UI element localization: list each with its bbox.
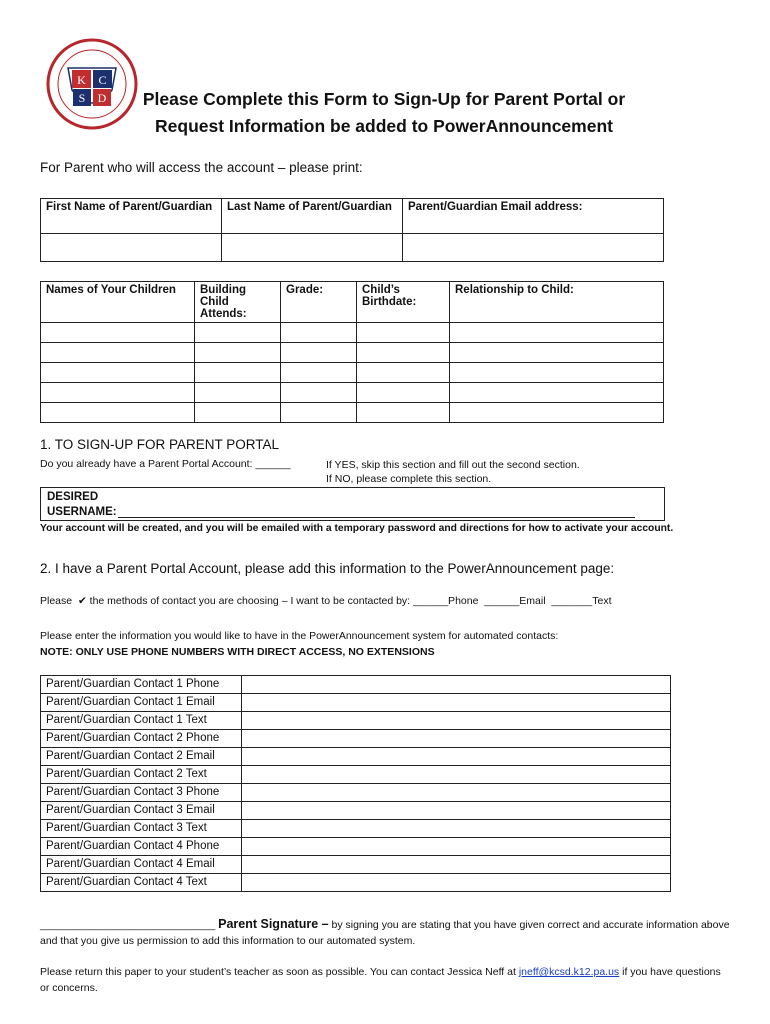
building-cell[interactable] bbox=[195, 403, 281, 423]
contact-value-field[interactable] bbox=[242, 748, 671, 766]
child-name-cell[interactable] bbox=[41, 343, 195, 363]
desired-label: DESIRED bbox=[47, 491, 99, 503]
table-row bbox=[41, 838, 671, 856]
contact-label: Parent/Guardian Contact 2 Email bbox=[41, 748, 242, 766]
contact-label: Parent/Guardian Contact 1 Text bbox=[41, 712, 242, 730]
section1-heading: 1. TO SIGN-UP FOR PARENT PORTAL bbox=[40, 437, 280, 452]
if-no-text: If NO, please complete this section. bbox=[326, 473, 492, 485]
table-row bbox=[41, 363, 664, 383]
birthdate-cell[interactable] bbox=[357, 343, 450, 363]
contact-value-field[interactable] bbox=[242, 802, 671, 820]
building-header: Building Child Attends: bbox=[195, 282, 281, 323]
grade-cell[interactable] bbox=[281, 343, 357, 363]
contact-label: Parent/Guardian Contact 2 Text bbox=[41, 766, 242, 784]
contact-value-field[interactable] bbox=[242, 784, 671, 802]
return-note-text: Please return this paper to your student’s teacher as soon as possible. You can contact Jessica Neff at bbox=[40, 966, 519, 978]
children-table bbox=[40, 281, 664, 423]
contact-value-field[interactable] bbox=[242, 676, 671, 694]
return-note bbox=[40, 964, 730, 996]
relationship-cell[interactable] bbox=[450, 343, 664, 363]
logo-letter-k: K bbox=[77, 73, 86, 87]
last-name-field[interactable] bbox=[222, 234, 403, 262]
phone-note: NOTE: ONLY USE PHONE NUMBERS WITH DIRECT ACCESS, NO EXTENSIONS bbox=[40, 646, 435, 658]
contact-value-field[interactable] bbox=[242, 694, 671, 712]
relationship-cell[interactable] bbox=[450, 323, 664, 343]
building-cell[interactable] bbox=[195, 323, 281, 343]
birthdate-cell[interactable] bbox=[357, 383, 450, 403]
if-yes-text: If YES, skip this section and fill out the second section. bbox=[326, 459, 580, 471]
enter-info-text: Please enter the information you would like to have in the PowerAnnouncement system for automated contacts: bbox=[40, 630, 559, 642]
grade-cell[interactable] bbox=[281, 383, 357, 403]
title-line-2: Request Information be added to PowerAnnouncement bbox=[155, 116, 613, 136]
table-row bbox=[41, 766, 671, 784]
table-row bbox=[41, 323, 664, 343]
contact-label: Parent/Guardian Contact 1 Email bbox=[41, 694, 242, 712]
table-row bbox=[41, 784, 671, 802]
username-input-line[interactable] bbox=[118, 517, 635, 518]
account-created-note: Your account will be created, and you will be emailed with a temporary password and directions for how to activate your account. bbox=[40, 523, 674, 534]
table-row bbox=[41, 748, 671, 766]
title-line-1: Please Complete this Form to Sign-Up for Parent Portal or bbox=[142, 89, 626, 109]
table-row bbox=[41, 383, 664, 403]
username-label bbox=[47, 490, 117, 520]
birthdate-cell[interactable] bbox=[357, 403, 450, 423]
contact-label: Parent/Guardian Contact 4 Email bbox=[41, 856, 242, 874]
table-row bbox=[41, 676, 671, 694]
contact-label: Parent/Guardian Contact 1 Phone bbox=[41, 676, 242, 694]
relationship-cell[interactable] bbox=[450, 363, 664, 383]
yes-no-instructions bbox=[326, 458, 580, 486]
district-logo bbox=[46, 38, 138, 130]
email-field[interactable] bbox=[403, 234, 664, 262]
grade-cell[interactable] bbox=[281, 403, 357, 423]
child-name-cell[interactable] bbox=[41, 323, 195, 343]
parent-info-table bbox=[40, 198, 664, 262]
table-row bbox=[41, 874, 671, 892]
children-names-header: Names of Your Children bbox=[41, 282, 195, 323]
table-row bbox=[41, 403, 664, 423]
username-box[interactable] bbox=[40, 487, 665, 521]
child-name-cell[interactable] bbox=[41, 383, 195, 403]
contacts-table bbox=[40, 675, 671, 892]
contact-value-field[interactable] bbox=[242, 820, 671, 838]
contact-value-field[interactable] bbox=[242, 730, 671, 748]
contact-label: Parent/Guardian Contact 4 Text bbox=[41, 874, 242, 892]
return-note-end: if you have questions or concerns. bbox=[40, 966, 721, 994]
table-row bbox=[41, 802, 671, 820]
last-name-header: Last Name of Parent/Guardian bbox=[222, 199, 403, 234]
building-cell[interactable] bbox=[195, 343, 281, 363]
contact-label: Parent/Guardian Contact 4 Phone bbox=[41, 838, 242, 856]
grade-cell[interactable] bbox=[281, 363, 357, 383]
signature-label: Parent Signature – bbox=[218, 917, 329, 931]
signature-block bbox=[40, 916, 740, 949]
logo-letter-s: S bbox=[78, 91, 86, 105]
contact-label: Parent/Guardian Contact 3 Text bbox=[41, 820, 242, 838]
contact-methods-line[interactable]: Please ✔ the methods of contact you are choosing – I want to be contacted by: ______Phone ______Email _______Text bbox=[40, 595, 612, 607]
child-name-cell[interactable] bbox=[41, 363, 195, 383]
page-title bbox=[130, 86, 638, 140]
contact-label: Parent/Guardian Contact 2 Phone bbox=[41, 730, 242, 748]
table-row bbox=[41, 343, 664, 363]
table-row bbox=[41, 730, 671, 748]
relationship-cell[interactable] bbox=[450, 403, 664, 423]
username-text: USERNAME: bbox=[47, 506, 117, 518]
signature-text: by signing you are stating that you have given correct and accurate information above and that you give us permission to add this information to our automated system. bbox=[40, 919, 730, 947]
table-row bbox=[41, 712, 671, 730]
table-row bbox=[41, 694, 671, 712]
relationship-cell[interactable] bbox=[450, 383, 664, 403]
grade-header: Grade: bbox=[281, 282, 357, 323]
signature-line[interactable]: ______________________________ bbox=[40, 919, 216, 931]
email-header: Parent/Guardian Email address: bbox=[403, 199, 664, 234]
grade-cell[interactable] bbox=[281, 323, 357, 343]
contact-email-link[interactable]: jneff@kcsd.k12.pa.us bbox=[518, 966, 620, 978]
logo-letter-d: D bbox=[97, 91, 107, 105]
first-name-header: First Name of Parent/Guardian bbox=[41, 199, 222, 234]
contact-value-field[interactable] bbox=[242, 766, 671, 784]
contact-value-field[interactable] bbox=[242, 712, 671, 730]
table-row bbox=[41, 856, 671, 874]
contact-label: Parent/Guardian Contact 3 Email bbox=[41, 802, 242, 820]
contact-value-field[interactable] bbox=[242, 874, 671, 892]
contact-value-field[interactable] bbox=[242, 856, 671, 874]
existing-account-question[interactable]: Do you already have a Parent Portal Account: ______ bbox=[40, 458, 291, 470]
birthdate-header: Child’s Birthdate: bbox=[357, 282, 450, 323]
section2-heading: 2. I have a Parent Portal Account, please add this information to the PowerAnnouncement page: bbox=[40, 561, 615, 576]
birthdate-cell[interactable] bbox=[357, 363, 450, 383]
relationship-header: Relationship to Child: bbox=[450, 282, 664, 323]
building-cell[interactable] bbox=[195, 383, 281, 403]
contact-label: Parent/Guardian Contact 3 Phone bbox=[41, 784, 242, 802]
intro-text: For Parent who will access the account – please print: bbox=[40, 160, 363, 175]
birthdate-cell[interactable] bbox=[357, 323, 450, 343]
child-name-cell[interactable] bbox=[41, 403, 195, 423]
first-name-field[interactable] bbox=[41, 234, 222, 262]
building-cell[interactable] bbox=[195, 363, 281, 383]
contact-value-field[interactable] bbox=[242, 838, 671, 856]
table-row bbox=[41, 820, 671, 838]
logo-letter-c: C bbox=[98, 73, 107, 87]
